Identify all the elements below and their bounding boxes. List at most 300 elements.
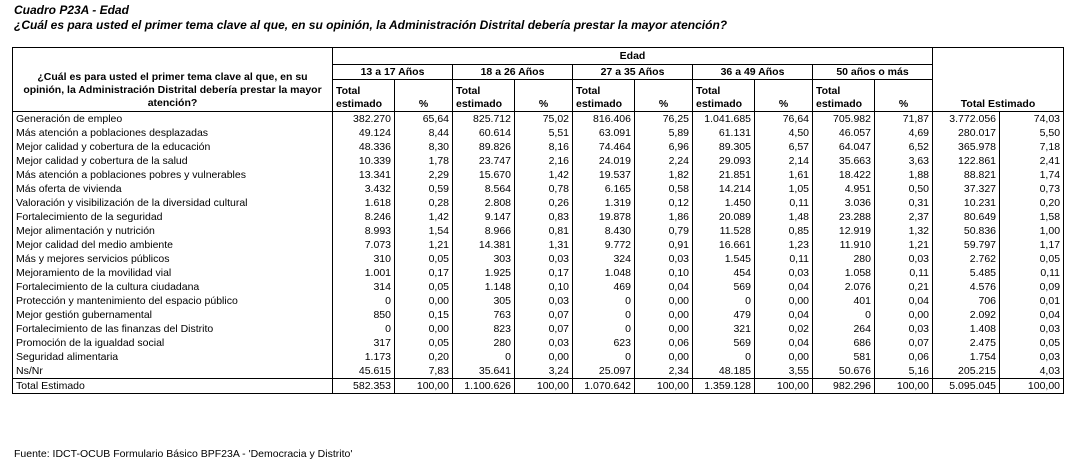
cell-value: 8.430 bbox=[573, 224, 635, 238]
cell-value: 19.537 bbox=[573, 168, 635, 182]
row-label: Más atención a poblaciones desplazadas bbox=[13, 126, 333, 140]
cell-value: 0,01 bbox=[1000, 294, 1064, 308]
cell-value: 49.124 bbox=[333, 126, 395, 140]
cell-value: 310 bbox=[333, 252, 395, 266]
cell-value: 2.762 bbox=[933, 252, 1000, 266]
cell-value: 2,29 bbox=[395, 168, 453, 182]
total-estimado-subheader: Total estimado bbox=[573, 80, 635, 112]
table-row bbox=[13, 154, 1064, 168]
cell-value: 15.670 bbox=[453, 168, 515, 182]
cell-value: 65,64 bbox=[395, 112, 453, 127]
cell-value: 3,24 bbox=[515, 364, 573, 379]
cell-value: 0,03 bbox=[515, 252, 573, 266]
cell-value: 0,20 bbox=[395, 350, 453, 364]
cell-value: 0,04 bbox=[635, 280, 693, 294]
cell-value: 469 bbox=[573, 280, 635, 294]
cell-value: 0,03 bbox=[515, 294, 573, 308]
cell-value: 10.231 bbox=[933, 196, 1000, 210]
row-label: Más atención a poblaciones pobres y vulnerables bbox=[13, 168, 333, 182]
cell-value: 1.319 bbox=[573, 196, 635, 210]
total-estimado-subheader: Total estimado bbox=[333, 80, 395, 112]
cell-value: 89.826 bbox=[453, 140, 515, 154]
cell-value: 0,79 bbox=[635, 224, 693, 238]
table-row bbox=[13, 168, 1064, 182]
percent-subheader: % bbox=[635, 80, 693, 112]
cell-value: 1.058 bbox=[813, 266, 875, 280]
table-row bbox=[13, 112, 1064, 127]
cell-value: 4,50 bbox=[755, 126, 813, 140]
cell-value: 1.148 bbox=[453, 280, 515, 294]
cell-value: 3,63 bbox=[875, 154, 933, 168]
cell-value: 0,11 bbox=[755, 196, 813, 210]
cell-value: 9.772 bbox=[573, 238, 635, 252]
cell-value: 76,64 bbox=[755, 112, 813, 127]
cell-value: 401 bbox=[813, 294, 875, 308]
cell-value: 14.381 bbox=[453, 238, 515, 252]
source-note: Fuente: IDCT-OCUB Formulario Básico BPF23A - 'Democracia y Distrito' bbox=[14, 448, 353, 460]
row-label: Promoción de la igualdad social bbox=[13, 336, 333, 350]
cell-value: 4,69 bbox=[875, 126, 933, 140]
cell-value: 8,30 bbox=[395, 140, 453, 154]
table-row bbox=[13, 140, 1064, 154]
cell-value: 1,42 bbox=[515, 168, 573, 182]
cell-value: 205.215 bbox=[933, 364, 1000, 379]
cell-value: 1.754 bbox=[933, 350, 1000, 364]
cell-value: 16.661 bbox=[693, 238, 755, 252]
cell-value: 0,06 bbox=[875, 350, 933, 364]
cell-value: 7,18 bbox=[1000, 140, 1064, 154]
cell-value: 4.576 bbox=[933, 280, 1000, 294]
cell-value: 1.618 bbox=[333, 196, 395, 210]
cell-value: 3.036 bbox=[813, 196, 875, 210]
table-row bbox=[13, 280, 1064, 294]
table-row bbox=[13, 210, 1064, 224]
cell-value: 280.017 bbox=[933, 126, 1000, 140]
cell-value: 0 bbox=[693, 350, 755, 364]
cell-value: 4,03 bbox=[1000, 364, 1064, 379]
cell-value: 100,00 bbox=[755, 379, 813, 394]
cell-value: 12.919 bbox=[813, 224, 875, 238]
percent-subheader: % bbox=[875, 80, 933, 112]
cell-value: 8,44 bbox=[395, 126, 453, 140]
cell-value: 1,17 bbox=[1000, 238, 1064, 252]
cell-value: 1,88 bbox=[875, 168, 933, 182]
cell-value: 74,03 bbox=[1000, 112, 1064, 127]
table-body bbox=[13, 112, 1064, 394]
cell-value: 80.649 bbox=[933, 210, 1000, 224]
cell-value: 0,00 bbox=[395, 322, 453, 336]
cell-value: 20.089 bbox=[693, 210, 755, 224]
cell-value: 1,82 bbox=[635, 168, 693, 182]
cell-value: 825.712 bbox=[453, 112, 515, 127]
total-row bbox=[13, 379, 1064, 394]
cell-value: 0,07 bbox=[515, 322, 573, 336]
cell-value: 1,05 bbox=[755, 182, 813, 196]
cell-value: 1.925 bbox=[453, 266, 515, 280]
cell-value: 1,00 bbox=[1000, 224, 1064, 238]
cell-value: 100,00 bbox=[1000, 379, 1064, 394]
table-row bbox=[13, 294, 1064, 308]
cell-value: 0 bbox=[573, 294, 635, 308]
cell-value: 1.173 bbox=[333, 350, 395, 364]
table-row bbox=[13, 364, 1064, 379]
cell-value: 29.093 bbox=[693, 154, 755, 168]
cell-value: 0 bbox=[573, 322, 635, 336]
cell-value: 10.339 bbox=[333, 154, 395, 168]
cell-value: 48.185 bbox=[693, 364, 755, 379]
cell-value: 1.359.128 bbox=[693, 379, 755, 394]
cell-value: 569 bbox=[693, 280, 755, 294]
cell-value: 6.165 bbox=[573, 182, 635, 196]
cell-value: 2,41 bbox=[1000, 154, 1064, 168]
cell-value: 0,00 bbox=[635, 308, 693, 322]
cell-value: 1,32 bbox=[875, 224, 933, 238]
cell-value: 1,21 bbox=[875, 238, 933, 252]
cell-value: 314 bbox=[333, 280, 395, 294]
cell-value: 0,00 bbox=[635, 294, 693, 308]
cell-value: 59.797 bbox=[933, 238, 1000, 252]
row-label: Más oferta de vivienda bbox=[13, 182, 333, 196]
cell-value: 37.327 bbox=[933, 182, 1000, 196]
cell-value: 317 bbox=[333, 336, 395, 350]
cell-value: 19.878 bbox=[573, 210, 635, 224]
cell-value: 4.951 bbox=[813, 182, 875, 196]
row-label: Mejor alimentación y nutrición bbox=[13, 224, 333, 238]
cell-value: 9.147 bbox=[453, 210, 515, 224]
cell-value: 0,73 bbox=[1000, 182, 1064, 196]
cell-value: 0,91 bbox=[635, 238, 693, 252]
row-label: Mejoramiento de la movilidad vial bbox=[13, 266, 333, 280]
cell-value: 0,04 bbox=[755, 280, 813, 294]
cell-value: 0,04 bbox=[755, 336, 813, 350]
cell-value: 0 bbox=[333, 322, 395, 336]
cell-value: 0,00 bbox=[755, 294, 813, 308]
cell-value: 0,11 bbox=[1000, 266, 1064, 280]
cell-value: 2.808 bbox=[453, 196, 515, 210]
cell-value: 0,00 bbox=[515, 350, 573, 364]
cell-value: 1,54 bbox=[395, 224, 453, 238]
cell-value: 0,59 bbox=[395, 182, 453, 196]
cell-value: 303 bbox=[453, 252, 515, 266]
cell-value: 582.353 bbox=[333, 379, 395, 394]
table-row bbox=[13, 182, 1064, 196]
row-label: Mejor calidad y cobertura de la salud bbox=[13, 154, 333, 168]
cell-value: 0,31 bbox=[875, 196, 933, 210]
cell-value: 0,03 bbox=[635, 252, 693, 266]
cell-value: 8.993 bbox=[333, 224, 395, 238]
cell-value: 850 bbox=[333, 308, 395, 322]
cell-value: 8.966 bbox=[453, 224, 515, 238]
cell-value: 0,05 bbox=[395, 336, 453, 350]
cell-value: 0 bbox=[573, 350, 635, 364]
cell-value: 0 bbox=[813, 308, 875, 322]
cell-value: 1.070.642 bbox=[573, 379, 635, 394]
cell-value: 5,50 bbox=[1000, 126, 1064, 140]
cell-value: 0,00 bbox=[395, 294, 453, 308]
cell-value: 11.910 bbox=[813, 238, 875, 252]
age-group-header: 13 a 17 Años bbox=[333, 65, 453, 80]
total-estimado-header: Total Estimado bbox=[933, 48, 1064, 112]
row-label: Total Estimado bbox=[13, 379, 333, 394]
cell-value: 5,89 bbox=[635, 126, 693, 140]
cell-value: 569 bbox=[693, 336, 755, 350]
cell-value: 100,00 bbox=[395, 379, 453, 394]
cell-value: 0,28 bbox=[395, 196, 453, 210]
cell-value: 0,17 bbox=[515, 266, 573, 280]
cell-value: 2.076 bbox=[813, 280, 875, 294]
cell-value: 1.041.685 bbox=[693, 112, 755, 127]
cell-value: 0,11 bbox=[875, 266, 933, 280]
cell-value: 1.100.626 bbox=[453, 379, 515, 394]
cell-value: 0,00 bbox=[635, 350, 693, 364]
row-label: Fortalecimiento de las finanzas del Distrito bbox=[13, 322, 333, 336]
age-group-header: 27 a 35 Años bbox=[573, 65, 693, 80]
cell-value: 2,16 bbox=[515, 154, 573, 168]
cell-value: 25.097 bbox=[573, 364, 635, 379]
cell-value: 2,24 bbox=[635, 154, 693, 168]
cell-value: 46.057 bbox=[813, 126, 875, 140]
cell-value: 0,00 bbox=[755, 350, 813, 364]
cell-value: 0,17 bbox=[395, 266, 453, 280]
table-caption: Cuadro P23A - Edad bbox=[14, 3, 129, 17]
row-label: Mejor gestión gubernamental bbox=[13, 308, 333, 322]
cell-value: 623 bbox=[573, 336, 635, 350]
table-row bbox=[13, 336, 1064, 350]
cell-value: 1,61 bbox=[755, 168, 813, 182]
table-question: ¿Cuál es para usted el primer tema clave al que, en su opinión, la Administración Distrital debería prestar la mayor atención? bbox=[14, 18, 728, 32]
row-label: Fortalecimiento de la cultura ciudadana bbox=[13, 280, 333, 294]
table-row bbox=[13, 322, 1064, 336]
table-row bbox=[13, 238, 1064, 252]
cell-value: 100,00 bbox=[635, 379, 693, 394]
cell-value: 5.485 bbox=[933, 266, 1000, 280]
cell-value: 0,05 bbox=[395, 280, 453, 294]
cell-value: 8,16 bbox=[515, 140, 573, 154]
cell-value: 8.246 bbox=[333, 210, 395, 224]
row-label: Fortalecimiento de la seguridad bbox=[13, 210, 333, 224]
row-label: Más y mejores servicios públicos bbox=[13, 252, 333, 266]
cell-value: 23.747 bbox=[453, 154, 515, 168]
cell-value: 0,11 bbox=[755, 252, 813, 266]
cell-value: 18.422 bbox=[813, 168, 875, 182]
cell-value: 0,78 bbox=[515, 182, 573, 196]
cell-value: 88.821 bbox=[933, 168, 1000, 182]
cell-value: 1,48 bbox=[755, 210, 813, 224]
table-row bbox=[13, 266, 1064, 280]
cell-value: 0,04 bbox=[1000, 308, 1064, 322]
row-label: Generación de empleo bbox=[13, 112, 333, 127]
cell-value: 0,20 bbox=[1000, 196, 1064, 210]
table-row bbox=[13, 308, 1064, 322]
cell-value: 1.408 bbox=[933, 322, 1000, 336]
table-row bbox=[13, 126, 1064, 140]
cell-value: 11.528 bbox=[693, 224, 755, 238]
cell-value: 50.836 bbox=[933, 224, 1000, 238]
row-label: Mejor calidad del medio ambiente bbox=[13, 238, 333, 252]
cell-value: 0,21 bbox=[875, 280, 933, 294]
row-label: Valoración y visibilización de la diversidad cultural bbox=[13, 196, 333, 210]
cell-value: 45.615 bbox=[333, 364, 395, 379]
cell-value: 1.001 bbox=[333, 266, 395, 280]
cell-value: 7.073 bbox=[333, 238, 395, 252]
cell-value: 1,23 bbox=[755, 238, 813, 252]
cell-value: 21.851 bbox=[693, 168, 755, 182]
cell-value: 35.663 bbox=[813, 154, 875, 168]
row-label: Protección y mantenimiento del espacio público bbox=[13, 294, 333, 308]
cell-value: 0,03 bbox=[875, 252, 933, 266]
cell-value: 0 bbox=[333, 294, 395, 308]
table-row bbox=[13, 196, 1064, 210]
cell-value: 816.406 bbox=[573, 112, 635, 127]
cell-value: 479 bbox=[693, 308, 755, 322]
table-row bbox=[13, 252, 1064, 266]
cell-value: 122.861 bbox=[933, 154, 1000, 168]
cell-value: 0,10 bbox=[515, 280, 573, 294]
cell-value: 0,03 bbox=[1000, 350, 1064, 364]
cell-value: 280 bbox=[453, 336, 515, 350]
cell-value: 1,58 bbox=[1000, 210, 1064, 224]
cell-value: 6,96 bbox=[635, 140, 693, 154]
cell-value: 0,09 bbox=[1000, 280, 1064, 294]
cell-value: 705.982 bbox=[813, 112, 875, 127]
cell-value: 61.131 bbox=[693, 126, 755, 140]
cell-value: 0,26 bbox=[515, 196, 573, 210]
cell-value: 280 bbox=[813, 252, 875, 266]
cell-value: 0,03 bbox=[755, 266, 813, 280]
cell-value: 0,00 bbox=[635, 322, 693, 336]
cell-value: 8.564 bbox=[453, 182, 515, 196]
cell-value: 0,85 bbox=[755, 224, 813, 238]
cell-value: 2.092 bbox=[933, 308, 1000, 322]
total-estimado-subheader: Total estimado bbox=[693, 80, 755, 112]
cell-value: 982.296 bbox=[813, 379, 875, 394]
cell-value: 64.047 bbox=[813, 140, 875, 154]
cell-value: 264 bbox=[813, 322, 875, 336]
cell-value: 1.545 bbox=[693, 252, 755, 266]
cell-value: 5.095.045 bbox=[933, 379, 1000, 394]
cell-value: 2.475 bbox=[933, 336, 1000, 350]
age-group-header: 50 años o más bbox=[813, 65, 933, 80]
cell-value: 1,74 bbox=[1000, 168, 1064, 182]
row-label: Seguridad alimentaria bbox=[13, 350, 333, 364]
edad-header: Edad bbox=[333, 48, 933, 65]
row-label: Mejor calidad y cobertura de la educación bbox=[13, 140, 333, 154]
cell-value: 454 bbox=[693, 266, 755, 280]
cell-value: 0,07 bbox=[515, 308, 573, 322]
percent-subheader: % bbox=[395, 80, 453, 112]
cell-value: 0,58 bbox=[635, 182, 693, 196]
cell-value: 2,37 bbox=[875, 210, 933, 224]
cell-value: 1,31 bbox=[515, 238, 573, 252]
cell-value: 0,03 bbox=[875, 322, 933, 336]
cell-value: 0,05 bbox=[395, 252, 453, 266]
cell-value: 0,05 bbox=[1000, 252, 1064, 266]
cell-value: 0,15 bbox=[395, 308, 453, 322]
table-row bbox=[13, 224, 1064, 238]
table-row bbox=[13, 350, 1064, 364]
cell-value: 5,16 bbox=[875, 364, 933, 379]
cell-value: 2,14 bbox=[755, 154, 813, 168]
cell-value: 1.450 bbox=[693, 196, 755, 210]
percent-subheader: % bbox=[755, 80, 813, 112]
cell-value: 823 bbox=[453, 322, 515, 336]
cell-value: 0,10 bbox=[635, 266, 693, 280]
cell-value: 0,03 bbox=[515, 336, 573, 350]
cell-value: 75,02 bbox=[515, 112, 573, 127]
total-estimado-subheader: Total estimado bbox=[453, 80, 515, 112]
cell-value: 382.270 bbox=[333, 112, 395, 127]
cell-value: 76,25 bbox=[635, 112, 693, 127]
cell-value: 48.336 bbox=[333, 140, 395, 154]
cell-value: 0,04 bbox=[875, 294, 933, 308]
cell-value: 24.019 bbox=[573, 154, 635, 168]
cell-value: 686 bbox=[813, 336, 875, 350]
cell-value: 706 bbox=[933, 294, 1000, 308]
cell-value: 0,05 bbox=[1000, 336, 1064, 350]
cell-value: 763 bbox=[453, 308, 515, 322]
cell-value: 0 bbox=[573, 308, 635, 322]
data-table bbox=[12, 47, 1064, 394]
cell-value: 321 bbox=[693, 322, 755, 336]
cell-value: 581 bbox=[813, 350, 875, 364]
cell-value: 3,55 bbox=[755, 364, 813, 379]
cell-value: 1,21 bbox=[395, 238, 453, 252]
cell-value: 13.341 bbox=[333, 168, 395, 182]
cell-value: 6,52 bbox=[875, 140, 933, 154]
cell-value: 0,50 bbox=[875, 182, 933, 196]
cell-value: 0 bbox=[693, 294, 755, 308]
cell-value: 0,03 bbox=[1000, 322, 1064, 336]
cell-value: 100,00 bbox=[515, 379, 573, 394]
cell-value: 305 bbox=[453, 294, 515, 308]
cell-value: 60.614 bbox=[453, 126, 515, 140]
cell-value: 0,07 bbox=[875, 336, 933, 350]
cell-value: 0,02 bbox=[755, 322, 813, 336]
question-column-header: ¿Cuál es para usted el primer tema clave al que, en su opinión, la Administración Distrital debería prestar la mayor atención? bbox=[13, 48, 333, 112]
age-group-header: 36 a 49 Años bbox=[693, 65, 813, 80]
cell-value: 0 bbox=[453, 350, 515, 364]
cell-value: 3.772.056 bbox=[933, 112, 1000, 127]
cell-value: 50.676 bbox=[813, 364, 875, 379]
cell-value: 0,83 bbox=[515, 210, 573, 224]
age-group-header: 18 a 26 Años bbox=[453, 65, 573, 80]
cell-value: 1,42 bbox=[395, 210, 453, 224]
cell-value: 89.305 bbox=[693, 140, 755, 154]
cell-value: 74.464 bbox=[573, 140, 635, 154]
cell-value: 1,86 bbox=[635, 210, 693, 224]
cell-value: 5,51 bbox=[515, 126, 573, 140]
cell-value: 0,81 bbox=[515, 224, 573, 238]
cell-value: 23.288 bbox=[813, 210, 875, 224]
cell-value: 6,57 bbox=[755, 140, 813, 154]
total-estimado-subheader: Total estimado bbox=[813, 80, 875, 112]
cell-value: 2,34 bbox=[635, 364, 693, 379]
cell-value: 71,87 bbox=[875, 112, 933, 127]
cell-value: 0,06 bbox=[635, 336, 693, 350]
cell-value: 0,12 bbox=[635, 196, 693, 210]
cell-value: 324 bbox=[573, 252, 635, 266]
cell-value: 63.091 bbox=[573, 126, 635, 140]
cell-value: 35.641 bbox=[453, 364, 515, 379]
cell-value: 100,00 bbox=[875, 379, 933, 394]
cell-value: 0,00 bbox=[875, 308, 933, 322]
cell-value: 14.214 bbox=[693, 182, 755, 196]
cell-value: 1.048 bbox=[573, 266, 635, 280]
percent-subheader: % bbox=[515, 80, 573, 112]
row-label: Ns/Nr bbox=[13, 364, 333, 379]
cell-value: 0,04 bbox=[755, 308, 813, 322]
cell-value: 365.978 bbox=[933, 140, 1000, 154]
